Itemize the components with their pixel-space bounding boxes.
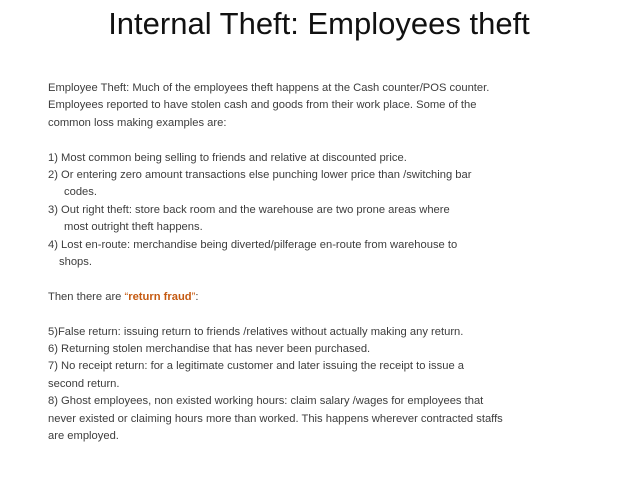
list-item-6: 6) Returning stolen merchandise that has never been purchased.	[48, 343, 371, 356]
list-item-3-continued: most outright theft happens.	[64, 221, 203, 234]
list-item-4-continued: shops.	[59, 256, 92, 269]
list-item-8: 8) Ghost employees, non existed working hours: claim salary /wages for employees that	[48, 395, 484, 408]
spacer	[48, 132, 628, 149]
intro-line: Employees reported to have stolen cash and goods from their work place. Some of the	[48, 99, 477, 112]
spacer	[48, 306, 628, 323]
slide-body	[48, 80, 628, 445]
list-item-5: 5)False return: issuing return to friends /relatives without actually making any return.	[48, 325, 464, 338]
list-item-2: 2) Or entering zero amount transactions else punching lower price than /switching bar	[48, 169, 472, 182]
close-quote: ”	[191, 290, 196, 303]
slide-title: Internal Theft: Employees theft	[108, 6, 530, 41]
return-fraud-prefix: Then there are	[48, 290, 125, 303]
list-item-3: 3) Out right theft: store back room and the warehouse are two prone areas where	[48, 203, 450, 216]
intro-line: Employee Theft: Much of the employees theft happens at the Cash counter/POS counter.	[48, 82, 490, 94]
return-fraud-suffix: :	[195, 290, 199, 303]
return-fraud-emphasis: return fraud	[128, 290, 192, 303]
open-quote: “	[124, 290, 129, 303]
list-item-1: 1) Most common being selling to friends and relative at discounted price.	[48, 151, 407, 164]
list-item-8-continued: are employed.	[48, 430, 119, 443]
return-fraud-heading	[48, 289, 628, 306]
list-item-2-continued: codes.	[64, 186, 97, 199]
intro-line: common loss making examples are:	[48, 116, 227, 129]
list-item-7: 7) No receipt return: for a legitimate customer and later issuing the receipt to issue a	[48, 360, 465, 373]
list-item-7-continued: second return.	[48, 377, 120, 390]
list-item-8-continued: never existed or claiming hours more than worked. This happens wherever contracted staffs	[48, 412, 503, 425]
list-item-4: 4) Lost en-route: merchandise being diverted/pilferage en-route from warehouse to	[48, 238, 458, 251]
spacer	[48, 271, 628, 288]
